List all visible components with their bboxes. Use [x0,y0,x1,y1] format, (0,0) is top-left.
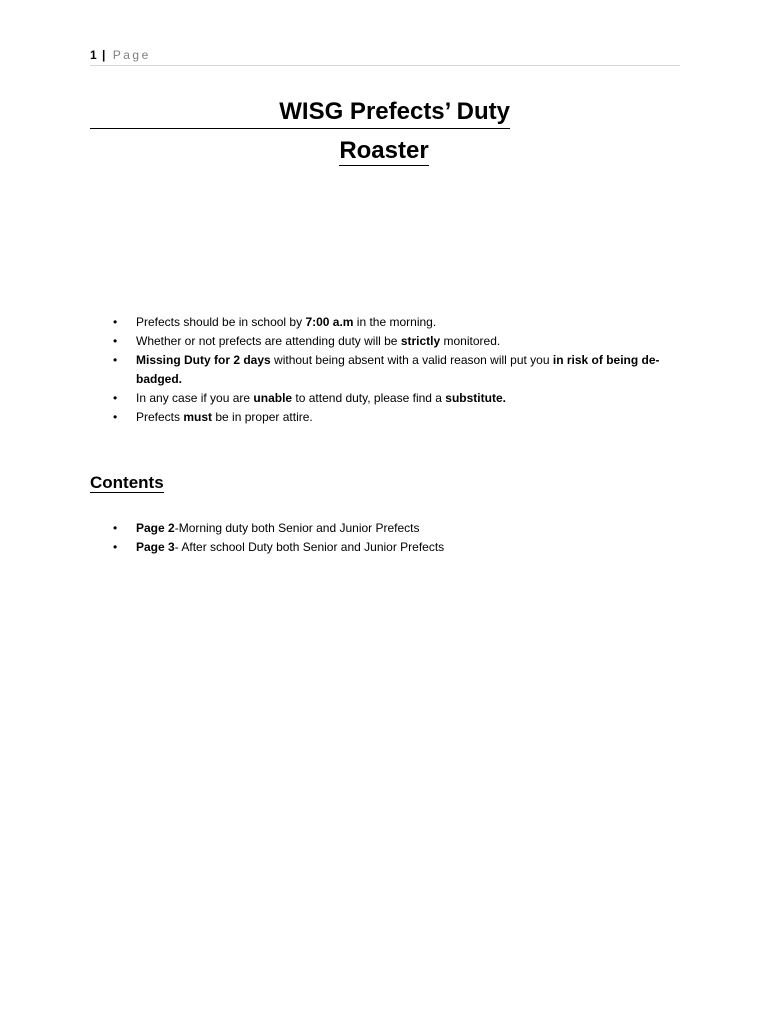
contents-heading-text: Contents [90,473,164,492]
page-number: 1 [90,48,97,62]
contents-page-ref: Page 3 [136,540,175,554]
rule-text: In any case if you are [136,391,254,405]
document-title-line-2 [0,135,768,167]
rule-emphasis: in risk of being de-badged. [136,353,660,386]
rule-emphasis: substitute. [445,391,506,405]
document-title-line-1: WISG Prefects’ Duty [90,96,510,129]
rule-emphasis: must [183,410,213,424]
rule-item [113,313,676,332]
rule-text: in the morning. [353,315,437,329]
rule-text: Prefects [136,410,184,424]
contents-list [113,519,676,557]
bullet-icon: • [113,334,118,348]
rule-text: to attend duty, please find a [292,391,446,405]
document-title-line-2-text: Roaster [339,137,429,164]
rule-text: Prefects should be in school by [136,315,306,329]
bullet-icon: • [113,521,118,535]
rule-emphasis: unable [253,391,293,405]
contents-heading [90,472,164,494]
contents-item [113,538,676,557]
page-header [90,47,680,66]
rule-text: without being absent with a valid reason will put you [270,353,553,367]
rule-emphasis: Missing Duty for 2 days [136,353,271,367]
rule-emphasis: strictly [400,334,441,348]
rule-item [113,332,676,351]
rule-text: Whether or not prefects are attending duty will be [136,334,401,348]
bullet-icon: • [113,391,118,405]
rules-list [113,313,676,427]
bullet-icon: • [113,540,118,554]
contents-description: -Morning duty both Senior and Junior Prefects [174,521,420,535]
rule-item [113,389,676,408]
rule-item [113,408,676,427]
rule-text: monitored. [440,334,501,348]
page-separator: | [102,48,106,62]
bullet-icon: • [113,353,118,367]
rule-text: be in proper attire. [212,410,313,424]
page-label: Page [112,48,151,62]
rule-emphasis: 7:00 a.m [305,315,354,329]
bullet-icon: • [113,410,118,424]
contents-item [113,519,676,538]
rule-item [113,351,676,389]
bullet-icon: • [113,315,118,329]
contents-page-ref: Page 2 [136,521,175,535]
contents-description: - After school Duty both Senior and Junior Prefects [174,540,445,554]
